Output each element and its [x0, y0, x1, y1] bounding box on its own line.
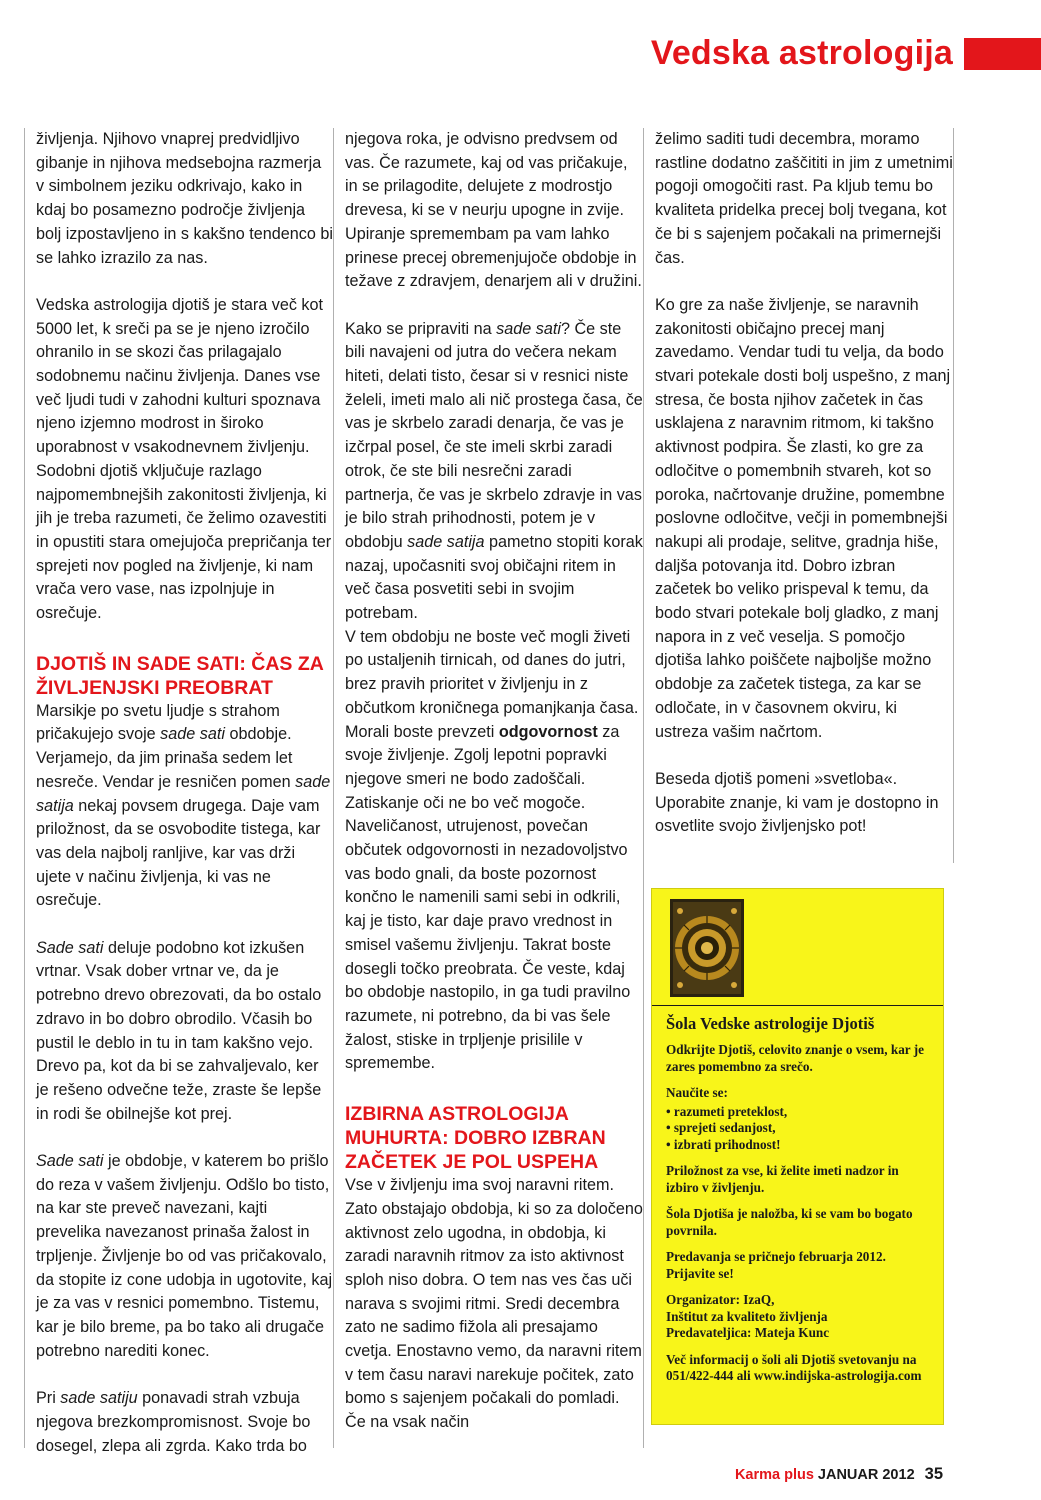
col1-paragraph-2b: Sodobni djotiš vključuje razlago najpomembnejših zakonitosti življenja, ki jih je treba razumeti, če želimo ozavestiti in opustiti stara omejujoča prepričanja ter sprejeti nov pogled na življenje, ki nam vrača vero vase, nas izpolnjuje in osrečuje. [36, 461, 332, 623]
heading-muhurta: IZBIRNA ASTROLOGIJA MUHURTA: DOBRO IZBRAN ZAČETEK JE POL USPEHA [345, 1103, 606, 1174]
col2-paragraph-1: njegova roka, je odvisno predvsem od vas. Če razumete, kaj od vas pričakuje, in se prilagodite, delujete z modrostjo drevesa, ki se v neurju upogne in zvije. Upiranje spremembam pa vam lahko prinese precej obremenjujoče obdobje in težave z zdravjem, denarjem ali v družini. [345, 130, 642, 291]
ad-learn-item: • sprejeti sedanjost, [666, 1120, 927, 1137]
col3-paragraph-2: Ko gre za naše življenje, se naravnih zakonitosti običajno precej manj zavedamo. Vendar tudi tu velja, da bodo stvari potekale dosti bolj uspešno, z manj stresa, če bosta njihov začetek in čas usklajena z naravnim ritmom, ki takšno aktivnost podpira. Še zlasti, ko gre za odločitve o pomembnih stvareh, kot so poroka, načrtovanje družine, pomembne poslovne odločitve, večji in pomembnejši nakupi ali prodaje, selitve, gradnja hiše, daljša potovanja itd. Dobro izbran začetek bo veliko prispeval k temu, da bodo stvari potekale bolj gladko, z manj napora in z več veselja. S pomočjo djotiša lahko poiščete najboljše možno obdobje za začetek tistega, za kar se odločate, in v časovnem okviru, ki ustreza vašim načrtom. [655, 295, 951, 741]
col2-paragraph-4: Vse v življenju ima svoj naravni ritem. Zato obstajajo obdobja, ki so za določeno aktivnost zelo ugodna, in obdobja, ki zaradi naravnih ritmov za isto aktivnost sploh niso dobra. O tem nas ves čas uči narava s svojimi ritmi. Sredi decembra zato ne sadimo fižola ali presajamo cvetja. Enostavno vemo, da naravni ritem v tem času naravi narekuje počitek, zato bomo s sajenjem počakali do pomladi. Če na vsak način [345, 1176, 643, 1432]
heading-sade-sati: DJOTIŠ IN SADE SATI: ČAS ZA ŽIVLJENJSKI PREOBRAT [36, 652, 324, 699]
ad-organizer: Organizator: IzaQ, Inštitut za kvaliteto življenja Predavateljica: Mateja Kunc [666, 1292, 830, 1340]
ad-info: Več informacij o šoli ali Djotiš svetovanju na 051/422-444 ali www.indijska-astrologija.com [666, 1351, 922, 1383]
ad-lectures: Predavanja se pričnejo februarja 2012. Prijavite se! [666, 1249, 886, 1281]
column-2 [334, 128, 644, 1448]
col1-paragraph-1: življenja. Njihovo vnaprej predvidljivo gibanje in njihova medsebojna razmerja v simbolnem jeziku odkrivajo, kako in kdaj bo posamezno področje življenja bolj izpostavljeno in s kakšno tendenco bi se lahko izrazilo za nas. [36, 130, 333, 267]
column-3 [644, 128, 954, 863]
ad-learn-item: • izbrati prihodnost! [666, 1137, 927, 1154]
ad-learn-list [666, 1104, 927, 1154]
school-advertisement [651, 888, 944, 1425]
ad-title: Šola Vedske astrologije Djotiš [666, 1014, 875, 1033]
magazine-name: Karma plus [734, 1467, 814, 1483]
issue-date: JANUAR 2012 [817, 1467, 915, 1483]
col2-paragraph-3: V tem obdobju ne boste več mogli živeti po ustaljenih tirnicah, od danes do jutri, brez pravih prioritet v življenju in z občutkom kroničnega pomanjkanja časa. Morali boste prevzeti odgovornost za svoje življenje. Zgolj lepotni popravki njegove smeri ne bodo zadoščali. Zatiskanje oči ne bo več mogoče. Naveličanost, utrujenost, povečan občutek odgovornosti in nezadovoljstvo vas bodo gnali, da boste pozornost končno le namenili sami sebi in odkrili, kaj je tisto, kar daje pravo vrednost in smisel vašemu življenju. Takrat boste dosegli točko preobrata. Če veste, kdaj bo obdobje nastopilo, in ga tudi pravilno razumete, ni potrebno, da bi vas šele žalost, stiske in trpljenje prisilile v spremembe. [345, 627, 639, 1073]
zodiac-wheel-icon [670, 899, 744, 997]
page-footer [735, 1467, 915, 1483]
section-marker-bar [964, 38, 1041, 70]
section-title: Vedska astrologija [650, 34, 953, 72]
ad-intro: Odkrijte Djotiš, celovito znanje o vsem, kar je zares pomembno za srečo. [666, 1042, 924, 1074]
column-1 [24, 128, 334, 1455]
ad-learn-label: Naučite se: [666, 1085, 728, 1100]
col2-paragraph-2: Kako se pripraviti na sade sati? Če ste bili navajeni od jutra do večera nekam hiteti, delati tisto, česar si v resnici niste želeli, imeti malo ali nič prostega časa, če vas je skrbelo zaradi denarja, če vas je izčrpal posel, če ste imeli skrbi zaradi otrok, če ste bili nesrečni zaradi partnerja, če vas je skrbelo zdravje in vas je bilo strah prihodnosti, potem je v obdobju sade satija pametno stopiti korak nazaj, upočasniti svoj običajni ritem in več časa posvetiti sebi in svojim potrebam. [345, 319, 643, 623]
page-number: 35 [924, 1465, 943, 1483]
ad-opportunity: Priložnost za vse, ki želite imeti nadzor in izbiro v življenju. [666, 1163, 899, 1195]
col3-paragraph-3: Beseda djotiš pomeni »svetloba«. Uporabite znanje, ki vam je dostopno in osvetlite svojo življenjsko pot! [655, 769, 939, 836]
col1-paragraph-3: Marsikje po svetu ljudje s strahom pričakujejo svoje sade sati obdobje. Verjamejo, da jim prinaša sedem let nesreče. Vendar je resničen pomen sade satija nekaj povsem drugega. Daje vam priložnost, da se osvobodite tistega, kar vas dela najbolj ranljive, kar vas drži ujete v načinu življenja, ki vas ne osrečuje. [36, 701, 331, 910]
ad-learn-item: • razumeti preteklost, [666, 1104, 927, 1121]
col3-paragraph-1: želimo saditi tudi decembra, moramo rastline dodatno zaščititi in jim z umetnimi pogoji omogočiti rast. Pa kljub temu bo kvaliteta pridelka precej bolj tvegana, kot če bi s sajenjem počakali na primernejši čas. [655, 130, 953, 267]
ad-investment: Šola Djotiša je naložba, ki se vam bo bogato povrnila. [666, 1206, 913, 1238]
ad-divider [652, 1005, 943, 1006]
col1-paragraph-6: Pri sade satiju ponavadi strah vzbuja njegova brezkompromisnost. Svoje bo dosegel, zlepa ali zgrda. Kako trda bo [36, 1389, 311, 1455]
col1-paragraph-4: Sade sati deluje podobno kot izkušen vrtnar. Vsak dober vrtnar ve, da je potrebno drevo obrezovati, da bo ostalo zdravo in bo dobro obrodilo. Včasih bo pustil le deblo in tu in tam kakšno vejo. Drevo pa, kot da bi se zahvaljevalo, ker je rešeno odvečne teže, zraste še lepše in rodi še obilnejše kot prej. [36, 938, 322, 1123]
col1-paragraph-5: Sade sati je obdobje, v katerem bo prišlo do reza v vašem življenju. Odšlo bo tisto, na kar ste preveč navezani, kajti prevelika navezanost prinaša žalost in trpljenje. Življenje bo od vas pričakovalo, da stopite iz cone udobja in ugotovite, kaj je za vas v resnici pomembno. Tistemu, kar je bilo breme, pa bo tako ali drugače potrebno narediti konec. [36, 1152, 333, 1360]
col1-paragraph-2: Vedska astrologija djotiš je stara več kot 5000 let, k sreči pa se je njeno izročilo ohranilo in se skozi čas prilagajalo sodobnemu načinu življenja. Danes vse več ljudi tudi v zahodni kulturi spoznava njeno izjemno modrost in široko uporabnost v vsakodnevnem življenju. [36, 295, 324, 457]
